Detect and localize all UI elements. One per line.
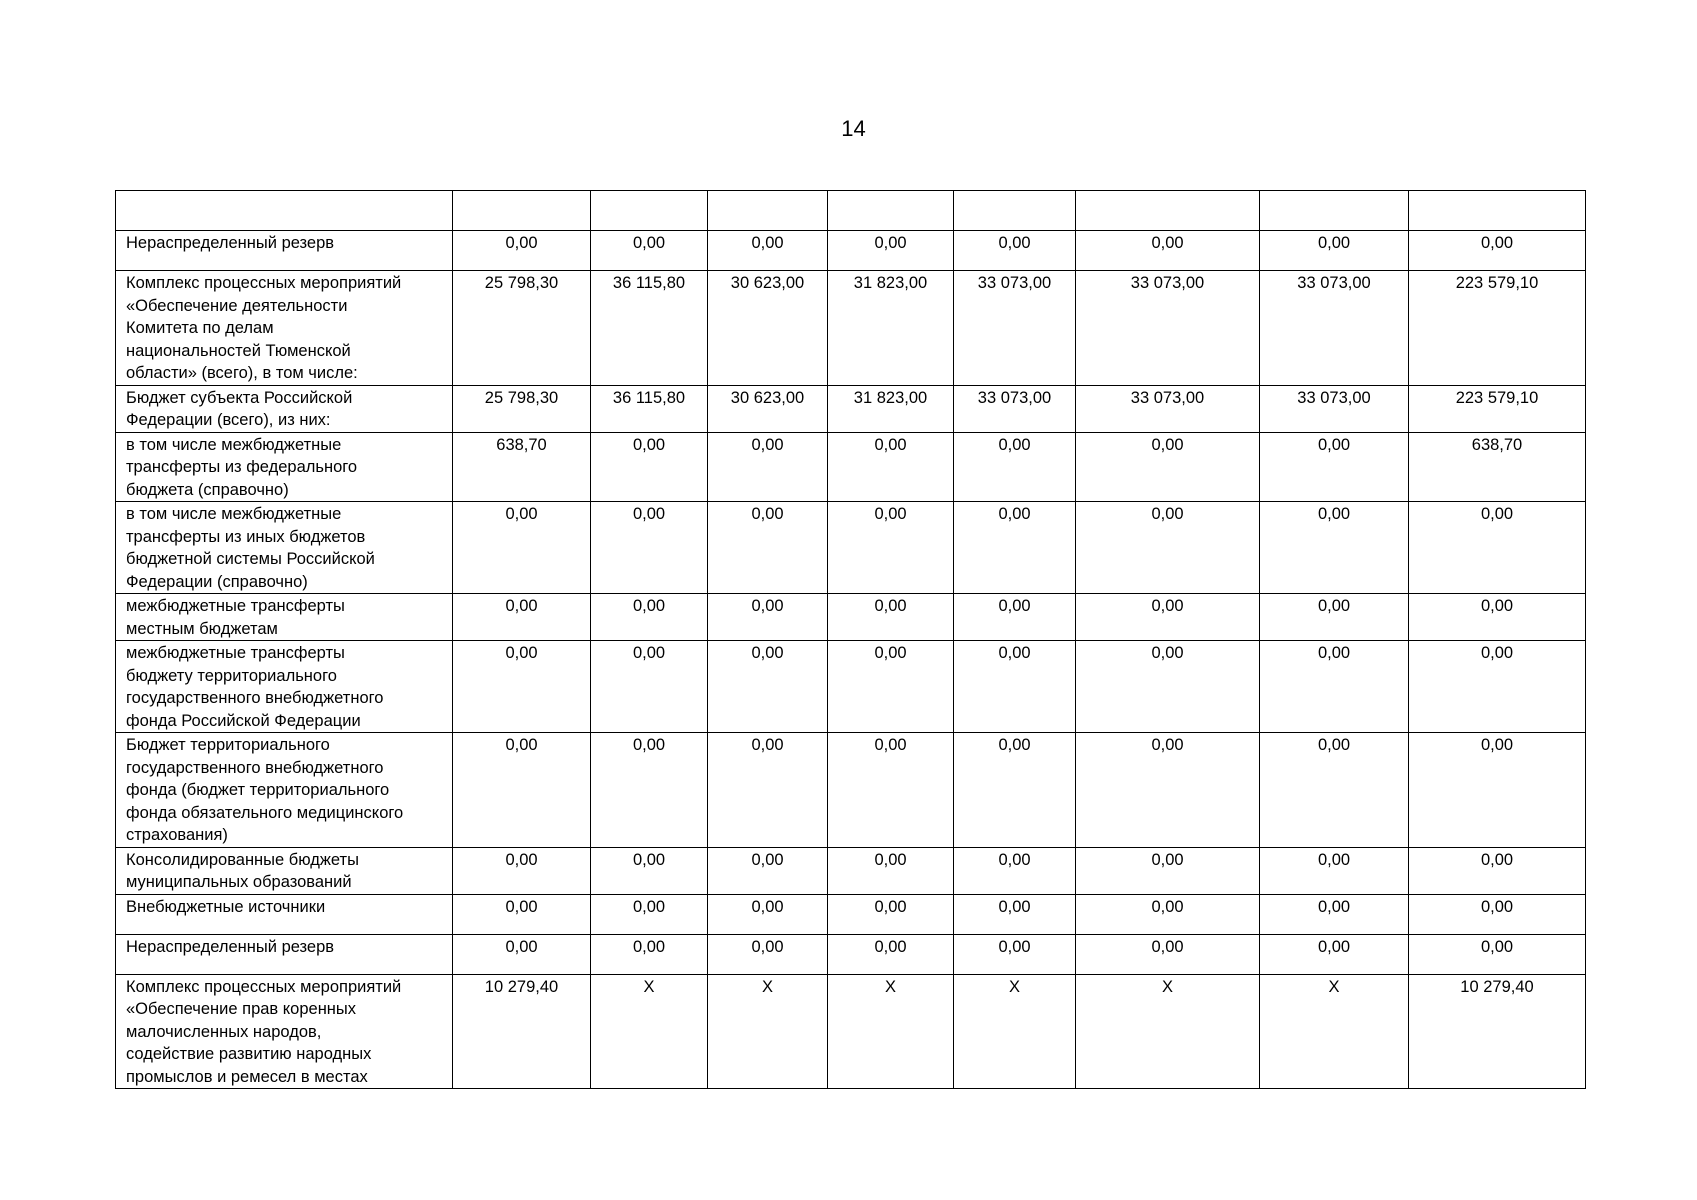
value-cell	[828, 191, 954, 231]
value-cell: 0,00	[1260, 594, 1409, 641]
value-cell: 0,00	[591, 594, 708, 641]
value-cell: 0,00	[1076, 934, 1260, 974]
value-cell: 0,00	[1409, 641, 1586, 733]
value-cell: 0,00	[1409, 894, 1586, 934]
value-cell: 0,00	[828, 847, 954, 894]
budget-table	[115, 190, 1586, 1089]
table-row	[116, 502, 1586, 594]
value-cell: Х	[1260, 974, 1409, 1089]
row-label-cell: в том числе межбюджетные трансферты из федерального бюджета (справочно)	[116, 432, 453, 502]
table-row	[116, 733, 1586, 848]
value-cell: 0,00	[1260, 894, 1409, 934]
value-cell: 0,00	[954, 231, 1076, 271]
value-cell: 0,00	[591, 432, 708, 502]
value-cell: 0,00	[1260, 847, 1409, 894]
value-cell: 31 823,00	[828, 271, 954, 386]
value-cell	[708, 191, 828, 231]
value-cell: 0,00	[1076, 432, 1260, 502]
value-cell: 36 115,80	[591, 271, 708, 386]
value-cell: 0,00	[828, 502, 954, 594]
table-row	[116, 934, 1586, 974]
row-label-cell: межбюджетные трансферты бюджету территориального государственного внебюджетного фонда Российской Федерации	[116, 641, 453, 733]
value-cell: 30 623,00	[708, 271, 828, 386]
value-cell: 0,00	[1409, 594, 1586, 641]
value-cell: 638,70	[1409, 432, 1586, 502]
row-label-cell: Комплекс процессных мероприятий «Обеспечение деятельности Комитета по делам национальностей Тюменской области» (всего), в том числе:	[116, 271, 453, 386]
table-row	[116, 974, 1586, 1089]
value-cell	[453, 191, 591, 231]
value-cell: 0,00	[1076, 502, 1260, 594]
value-cell: 0,00	[828, 432, 954, 502]
row-label-cell: Комплекс процессных мероприятий «Обеспечение прав коренных малочисленных народов, содействие развитию народных промыслов и ремесел в местах	[116, 974, 453, 1089]
row-label-cell: Внебюджетные источники	[116, 894, 453, 934]
value-cell: 31 823,00	[828, 385, 954, 432]
value-cell: 0,00	[1409, 733, 1586, 848]
value-cell: 0,00	[453, 934, 591, 974]
value-cell: 0,00	[1260, 733, 1409, 848]
table-row	[116, 231, 1586, 271]
value-cell: 33 073,00	[1260, 271, 1409, 386]
value-cell: Х	[591, 974, 708, 1089]
value-cell: 10 279,40	[453, 974, 591, 1089]
value-cell: 0,00	[591, 894, 708, 934]
value-cell: 0,00	[1409, 231, 1586, 271]
value-cell: 0,00	[453, 594, 591, 641]
row-label-cell	[116, 191, 453, 231]
value-cell: 36 115,80	[591, 385, 708, 432]
value-cell: 0,00	[828, 894, 954, 934]
value-cell: 0,00	[708, 502, 828, 594]
value-cell: 0,00	[708, 432, 828, 502]
table-body	[116, 191, 1586, 1089]
value-cell: 0,00	[1260, 231, 1409, 271]
value-cell: 0,00	[708, 641, 828, 733]
table-row	[116, 894, 1586, 934]
value-cell: 0,00	[453, 641, 591, 733]
value-cell: 33 073,00	[1076, 271, 1260, 386]
value-cell: 223 579,10	[1409, 271, 1586, 386]
row-label-cell: межбюджетные трансферты местным бюджетам	[116, 594, 453, 641]
value-cell	[1076, 191, 1260, 231]
value-cell: 0,00	[591, 733, 708, 848]
value-cell: 0,00	[954, 432, 1076, 502]
value-cell: 0,00	[453, 894, 591, 934]
row-label-cell: Консолидированные бюджеты муниципальных образований	[116, 847, 453, 894]
row-label-cell: Бюджет субъекта Российской Федерации (всего), из них:	[116, 385, 453, 432]
value-cell: 0,00	[708, 733, 828, 848]
value-cell: 0,00	[591, 231, 708, 271]
value-cell: Х	[708, 974, 828, 1089]
value-cell: 0,00	[591, 847, 708, 894]
value-cell: 638,70	[453, 432, 591, 502]
value-cell: 0,00	[591, 934, 708, 974]
value-cell: 0,00	[1076, 231, 1260, 271]
table-row	[116, 432, 1586, 502]
value-cell: 0,00	[1076, 641, 1260, 733]
value-cell: 0,00	[453, 231, 591, 271]
value-cell: 33 073,00	[1076, 385, 1260, 432]
table-row	[116, 594, 1586, 641]
value-cell: 0,00	[828, 231, 954, 271]
value-cell: 0,00	[828, 934, 954, 974]
value-cell: 0,00	[828, 733, 954, 848]
value-cell: Х	[1076, 974, 1260, 1089]
value-cell: 0,00	[954, 502, 1076, 594]
row-label-cell: Нераспределенный резерв	[116, 934, 453, 974]
value-cell: 25 798,30	[453, 271, 591, 386]
value-cell: 0,00	[1409, 847, 1586, 894]
value-cell: 0,00	[954, 733, 1076, 848]
table-row	[116, 191, 1586, 231]
value-cell: 10 279,40	[1409, 974, 1586, 1089]
value-cell: 0,00	[453, 733, 591, 848]
value-cell: 0,00	[954, 894, 1076, 934]
value-cell: 0,00	[591, 502, 708, 594]
value-cell: 0,00	[828, 641, 954, 733]
page-number: 14	[841, 116, 866, 141]
table-row	[116, 385, 1586, 432]
value-cell	[1260, 191, 1409, 231]
value-cell: 0,00	[1260, 641, 1409, 733]
value-cell: 0,00	[708, 847, 828, 894]
value-cell: 0,00	[1409, 502, 1586, 594]
value-cell: Х	[828, 974, 954, 1089]
value-cell	[954, 191, 1076, 231]
value-cell: Х	[954, 974, 1076, 1089]
value-cell: 0,00	[591, 641, 708, 733]
value-cell: 0,00	[828, 594, 954, 641]
value-cell: 0,00	[1409, 934, 1586, 974]
table-row	[116, 641, 1586, 733]
table-row	[116, 271, 1586, 386]
value-cell: 0,00	[453, 502, 591, 594]
value-cell: 25 798,30	[453, 385, 591, 432]
value-cell: 223 579,10	[1409, 385, 1586, 432]
value-cell: 0,00	[954, 641, 1076, 733]
value-cell: 33 073,00	[954, 385, 1076, 432]
value-cell: 0,00	[954, 594, 1076, 641]
value-cell: 0,00	[1260, 502, 1409, 594]
row-label-cell: в том числе межбюджетные трансферты из иных бюджетов бюджетной системы Российской Федерации (справочно)	[116, 502, 453, 594]
value-cell: 0,00	[1076, 894, 1260, 934]
value-cell: 30 623,00	[708, 385, 828, 432]
value-cell: 0,00	[453, 847, 591, 894]
value-cell: 0,00	[708, 934, 828, 974]
value-cell: 33 073,00	[1260, 385, 1409, 432]
value-cell: 33 073,00	[954, 271, 1076, 386]
value-cell: 0,00	[708, 894, 828, 934]
value-cell	[1409, 191, 1586, 231]
value-cell: 0,00	[708, 231, 828, 271]
value-cell: 0,00	[1076, 733, 1260, 848]
value-cell	[591, 191, 708, 231]
row-label-cell: Нераспределенный резерв	[116, 231, 453, 271]
value-cell: 0,00	[1076, 847, 1260, 894]
value-cell: 0,00	[1260, 934, 1409, 974]
value-cell: 0,00	[1076, 594, 1260, 641]
value-cell: 0,00	[954, 934, 1076, 974]
table-row	[116, 847, 1586, 894]
row-label-cell: Бюджет территориального государственного внебюджетного фонда (бюджет территориального фонда обязательного медицинского страхования)	[116, 733, 453, 848]
value-cell: 0,00	[708, 594, 828, 641]
value-cell: 0,00	[1260, 432, 1409, 502]
value-cell: 0,00	[954, 847, 1076, 894]
